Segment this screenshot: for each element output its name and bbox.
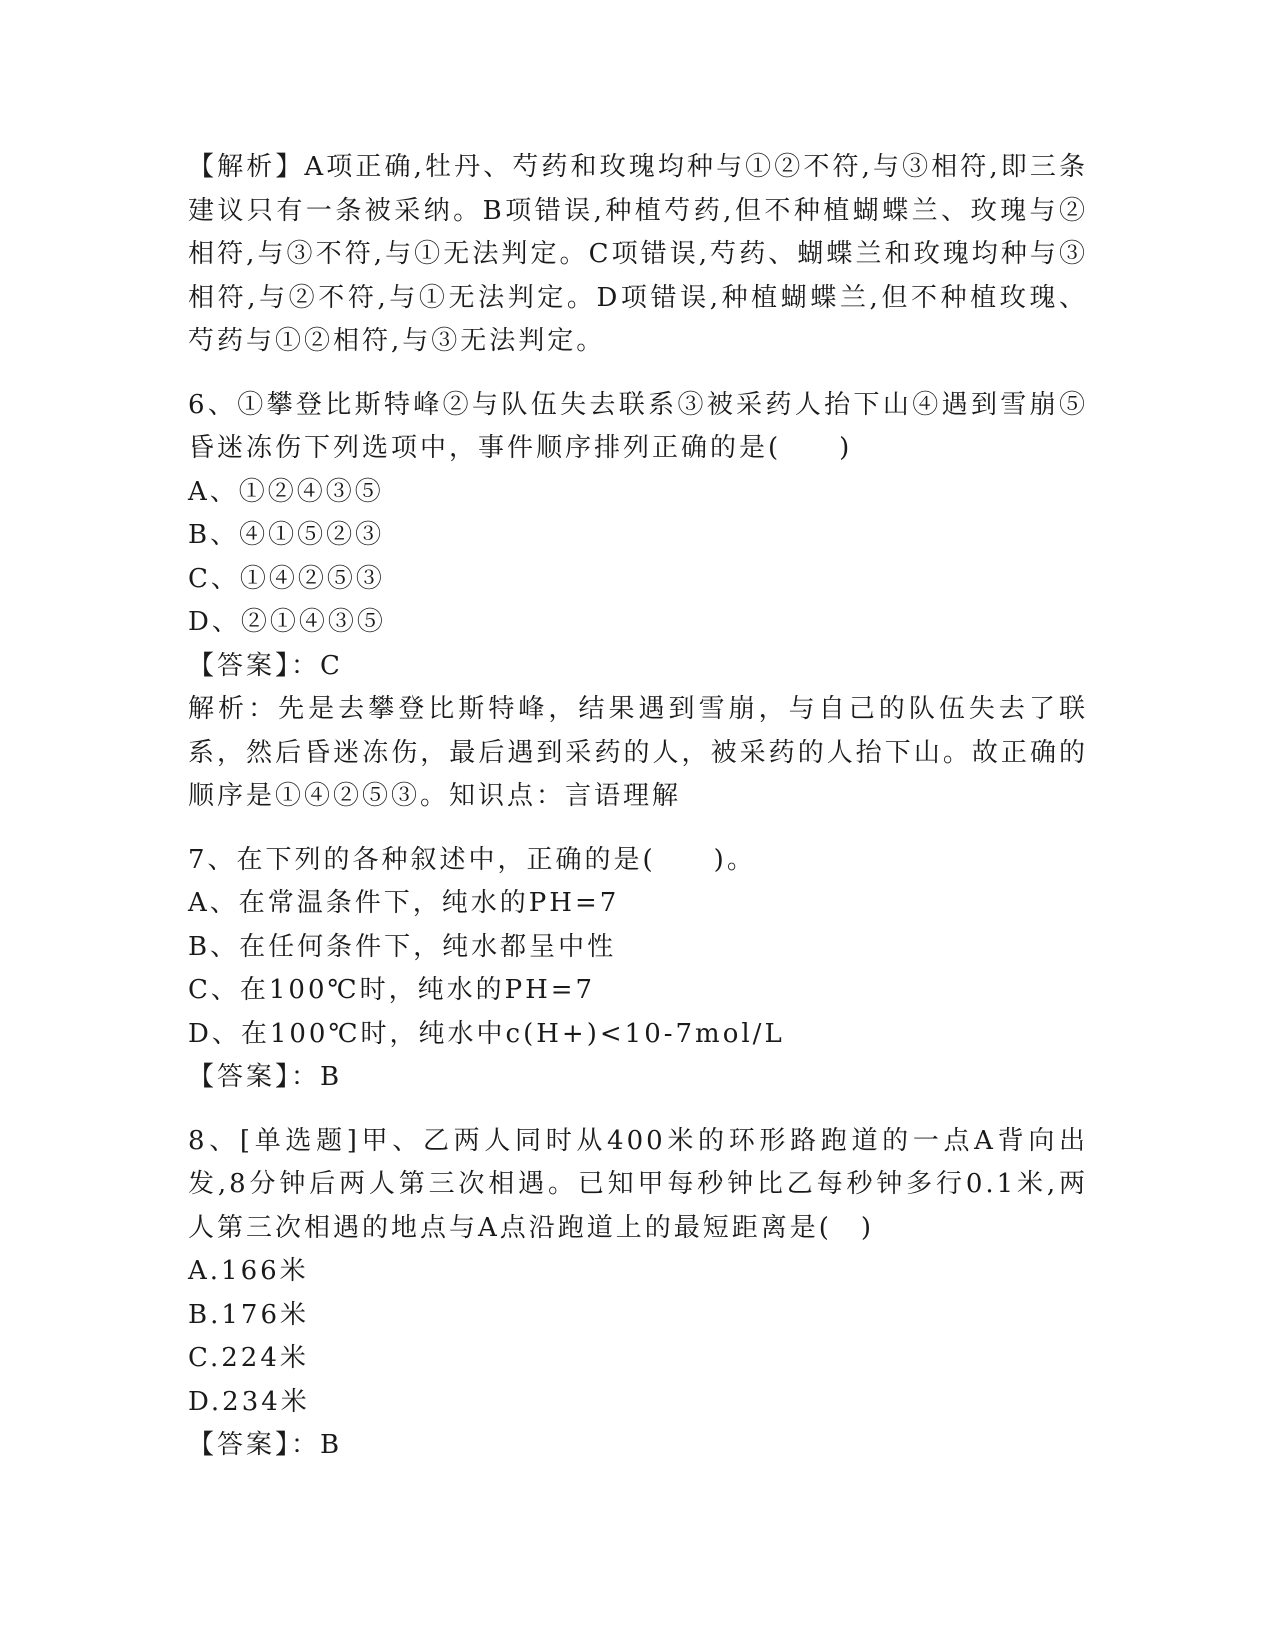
answer: 【答案】：B (188, 1430, 343, 1460)
question-7 (188, 839, 1088, 1100)
question-6 (188, 384, 1088, 819)
option-d: D、在100℃时，纯水中c(H+)<10-7mol/L (188, 1018, 785, 1049)
option-b: B、④①⑤②③ (188, 520, 385, 550)
spacer (188, 819, 1088, 839)
question-stem: 7、在下列的各种叙述中，正确的是( )。 (188, 844, 756, 875)
analysis-paragraph: 【解析】A项正确,牡丹、芍药和玫瑰均种与①②不符,与③相符,即三条建议只有一条被采纳。B项错误,种植芍药,但不种植蝴蝶兰、玫瑰与②相符,与③不符,与①无法判定。C项错误,芍药、蝴蝶兰和玫瑰均种与③相符,与②不符,与①无法判定。D项错误,种植蝴蝶兰,但不种植玫瑰、芍药与①②相符,与③无法判定。 (188, 152, 1088, 356)
analysis-text: 解析：先是去攀登比斯特峰，结果遇到雪崩，与自己的队伍失去了联系，然后昏迷冻伤，最后遇到采药的人，被采药的人抬下山。故正确的顺序是①④②⑤③。知识点：言语理解 (188, 694, 1088, 811)
spacer (188, 364, 1088, 384)
option-a: A、①②④③⑤ (188, 476, 384, 507)
question-stem: 6、①攀登比斯特峰②与队伍失去联系③被采药人抬下山④遇到雪崩⑤昏迷冻伤下列选项中，事件顺序排列正确的是( ) (188, 389, 1088, 463)
document-page (188, 146, 1088, 1468)
option-d: D、②①④③⑤ (188, 607, 386, 637)
answer: 【答案】：B (188, 1062, 343, 1092)
option-c: C、①④②⑤③ (188, 563, 385, 594)
question-stem: 8、[单选题]甲、乙两人同时从400米的环形路跑道的一点A背向出发,8分钟后两人第三次相遇。已知甲每秒钟比乙每秒钟多行0.1米,两人第三次相遇的地点与A点沿跑道上的最短距离是( ) (188, 1125, 1088, 1243)
option-b: B.176米 (188, 1299, 309, 1330)
option-c: C、在100℃时，纯水的PH=7 (188, 975, 596, 1005)
question-8 (188, 1120, 1088, 1468)
option-d: D.234米 (188, 1386, 310, 1417)
option-a: A、在常温条件下，纯水的PH=7 (188, 888, 620, 918)
option-a: A.166米 (188, 1256, 309, 1286)
option-c: C.224米 (188, 1343, 309, 1373)
option-b: B、在任何条件下，纯水都呈中性 (188, 931, 617, 962)
spacer (188, 1100, 1088, 1120)
answer: 【答案】：C (188, 650, 343, 681)
